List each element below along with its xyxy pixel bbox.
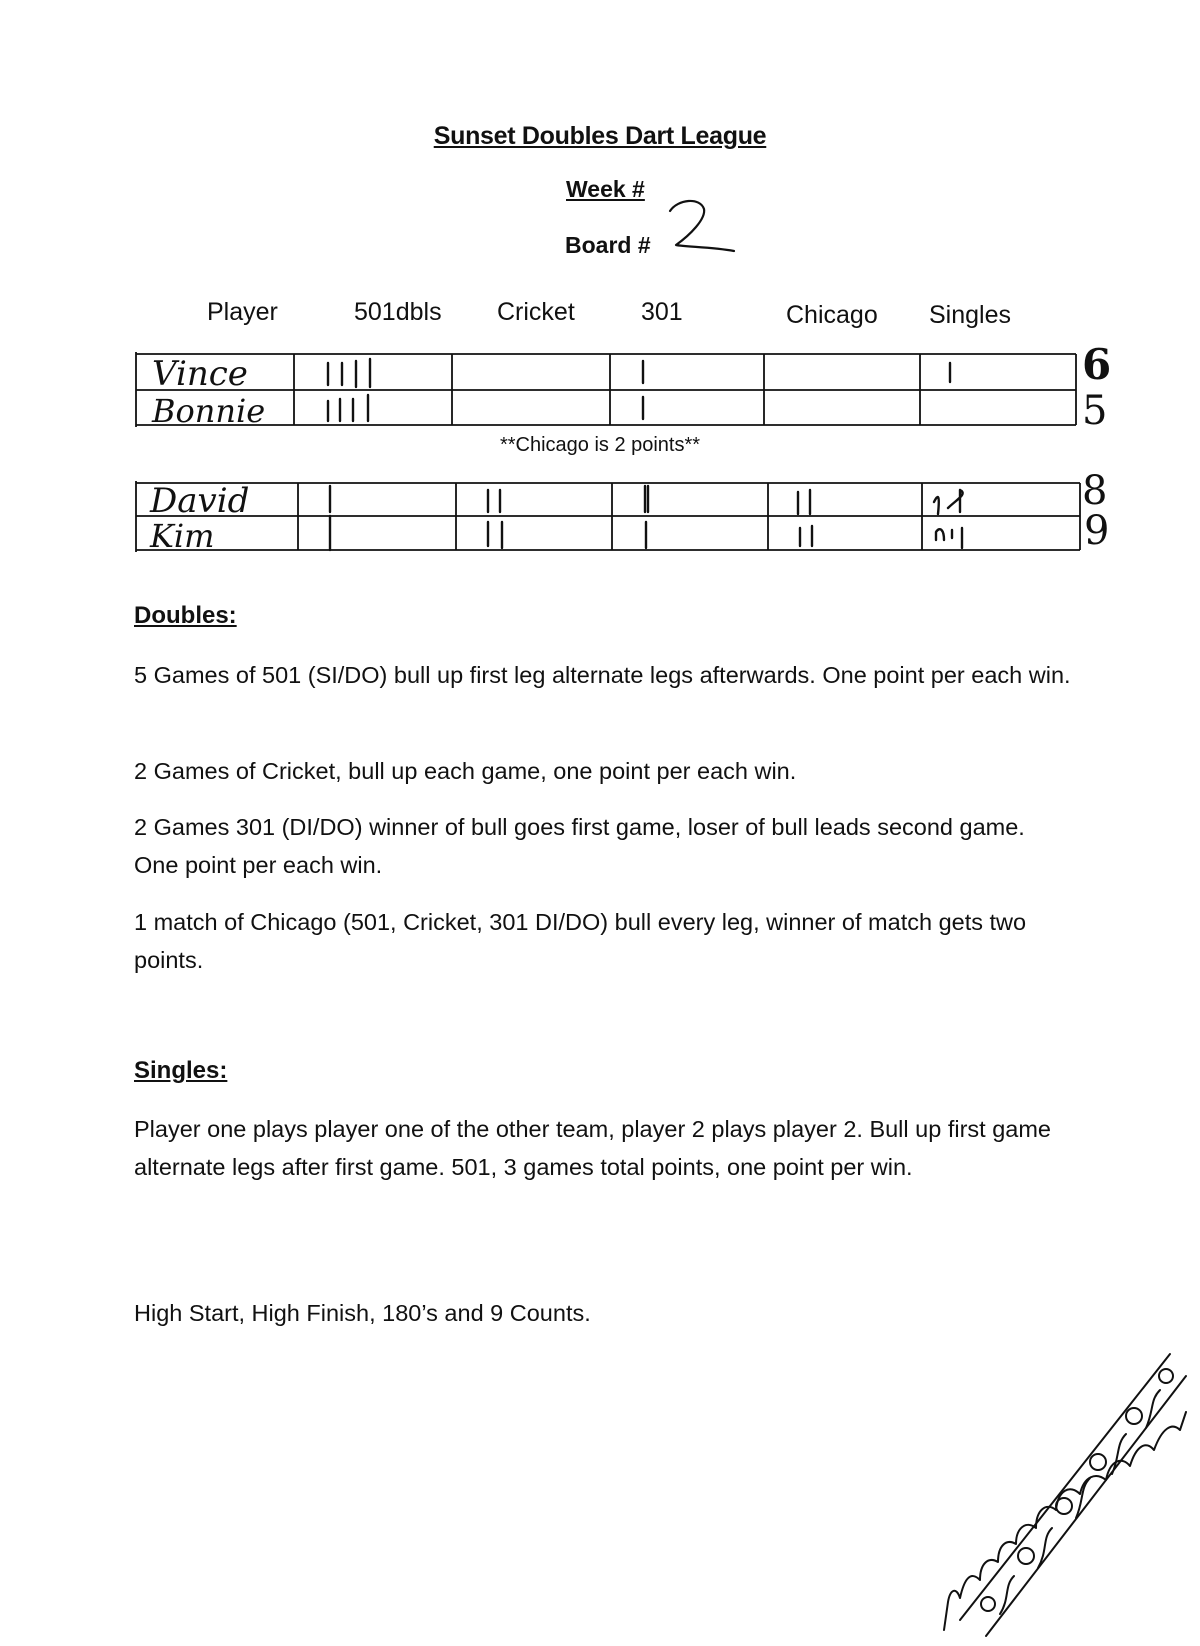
col-301: 301	[641, 298, 683, 326]
team1-player2-name: Bonnie	[152, 392, 266, 430]
team1-total-player2: 5	[1082, 388, 1108, 434]
doubles-heading: Doubles:	[134, 602, 237, 629]
doubles-rule-301: 2 Games 301 (DI/DO) winner of bull goes first game, loser of bull leads second game. One point per each win.	[134, 814, 1025, 878]
team1-total-player1: 6	[1082, 340, 1112, 389]
page-title: Sunset Doubles Dart League	[433, 122, 767, 150]
team2-player1-name: David	[150, 481, 250, 521]
col-501dbls: 501dbls	[354, 298, 442, 326]
team2-player1-tallies	[330, 486, 963, 514]
team1-player2-tallies	[328, 395, 643, 421]
team2-player2-name: Kim	[150, 517, 215, 555]
team2-total-player2: 9	[1084, 508, 1110, 554]
doubles-rule-chicago: 1 match of Chicago (501, Cricket, 301 DI/DO) bull every leg, winner of match gets two points.	[134, 909, 1027, 973]
team1-player1-tallies	[328, 359, 950, 387]
singles-rule: Player one plays player one of the other team, player 2 plays player 2. Bull up first game alternate legs after first game. 501, 3 games total points, one point per win.	[134, 1116, 1051, 1180]
team1-player1-name: Vince	[152, 354, 248, 394]
team2-total-player1: 8	[1082, 468, 1108, 514]
handwritten-week-number	[660, 195, 740, 270]
singles-heading: Singles:	[134, 1057, 228, 1084]
col-singles: Singles	[929, 301, 1011, 329]
doodle-icon	[940, 1280, 1190, 1640]
col-chicago: Chicago	[786, 301, 878, 329]
team1-score-table	[130, 345, 1110, 435]
chicago-note: **Chicago is 2 points**	[499, 434, 701, 456]
col-cricket: Cricket	[497, 298, 575, 326]
doubles-rule-cricket: 2 Games of Cricket, bull up each game, one point per each win.	[134, 758, 797, 784]
team2-player2-tallies	[330, 516, 962, 550]
team2-score-table	[130, 474, 1110, 564]
col-player: Player	[207, 298, 278, 326]
doubles-rule-501: 5 Games of 501 (SI/DO) bull up first leg alternate legs afterwards. One point per each win.	[134, 662, 1071, 688]
board-label: Board #	[565, 232, 651, 258]
footer-note: High Start, High Finish, 180’s and 9 Counts.	[134, 1300, 591, 1326]
week-label: Week #	[566, 176, 645, 202]
